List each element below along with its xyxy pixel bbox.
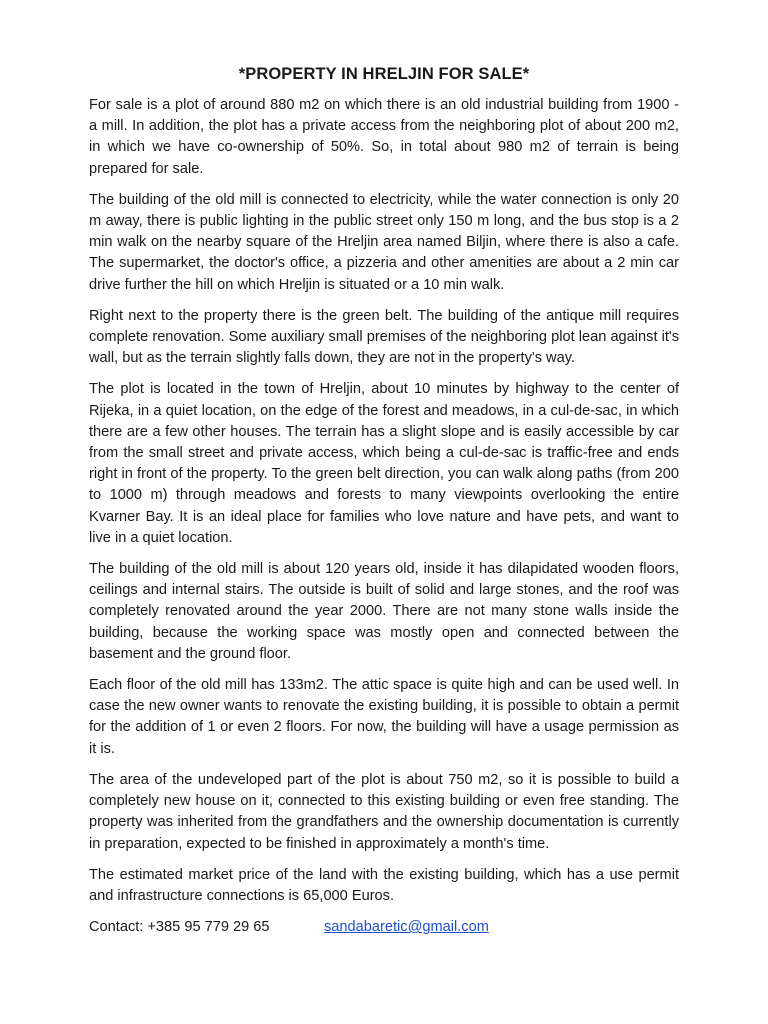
paragraph-plot-description: For sale is a plot of around 880 m2 on which there is an old industrial building from 1900 - a mill. In addition, the plot has a private access from the neighboring plot of about 200 m2, in which we have co-ownership of 50%. So, in total about 980 m2 of terrain is being prepared for sale. [89, 97, 679, 177]
document-page [89, 64, 679, 938]
paragraph-building-condition: The building of the old mill is about 120 years old, inside it has dilapidated wooden floors, ceilings and internal stairs. The outside is built of solid and large stones, and the roof was completely renovated around the year 2000. There are not many stone walls inside the building, because the working space was mostly open and connected between the basement and the ground floor. [89, 561, 679, 662]
contact-line [89, 917, 679, 938]
paragraph-location: The plot is located in the town of Hreljin, about 10 minutes by highway to the center of Rijeka, in a quiet location, on the edge of the forest and meadows, in a cul-de-sac, in which there are a few other houses. The terrain has a slight slope and is easily accessible by car from the small street and private access, which being a cul-de-sac is traffic-free and ends right in front of the property. To the green belt direction, you can walk along paths (from 200 to 1000 m) through meadows and forests to many viewpoints overlooking the entire Kvarner Bay. It is an ideal place for families who love nature and have pets, and want to live in a quiet location. [89, 381, 679, 546]
paragraph-price: The estimated market price of the land with the existing building, which has a use permit and infrastructure connections is 65,000 Euros. [89, 866, 679, 904]
contact-phone: Contact: +385 95 779 29 65 [89, 919, 270, 936]
paragraph-utilities: The building of the old mill is connected to electricity, while the water connection is only 20 m away, there is public lighting in the public street only 150 m long, and the bus stop is a 2 min walk on the nearby square of the Hreljin area named Biljin, where there is also a cafe. The supermarket, the doctor's office, a pizzeria and other amenities are about a 2 min car drive further the hill on which Hreljin is situated or a 10 min walk. [89, 191, 679, 293]
contact-email-link[interactable]: sandabaretic@gmail.com [324, 919, 489, 936]
paragraph-green-belt: Right next to the property there is the green belt. The building of the antique mill requires complete renovation. Some auxiliary small premises of the neighboring plot lean against it's wall, but as the terrain slightly falls down, they are not in the property's way. [89, 307, 679, 367]
paragraph-undeveloped-area: The area of the undeveloped part of the plot is about 750 m2, so it is possible to build a completely new house on it, connected to this existing building or even free standing. The property was inherited from the grandfathers and the ownership documentation is currently in preparation, expected to be finished in approximately a month's time. [89, 771, 679, 852]
document-title: *PROPERTY IN HRELJIN FOR SALE* [238, 65, 530, 83]
paragraph-floors: Each floor of the old mill has 133m2. The attic space is quite high and can be used well. In case the new owner wants to renovate the existing building, it is possible to obtain a permit for the addition of 1 or even 2 floors. For now, the building will have a usage permission as it is. [89, 677, 679, 757]
